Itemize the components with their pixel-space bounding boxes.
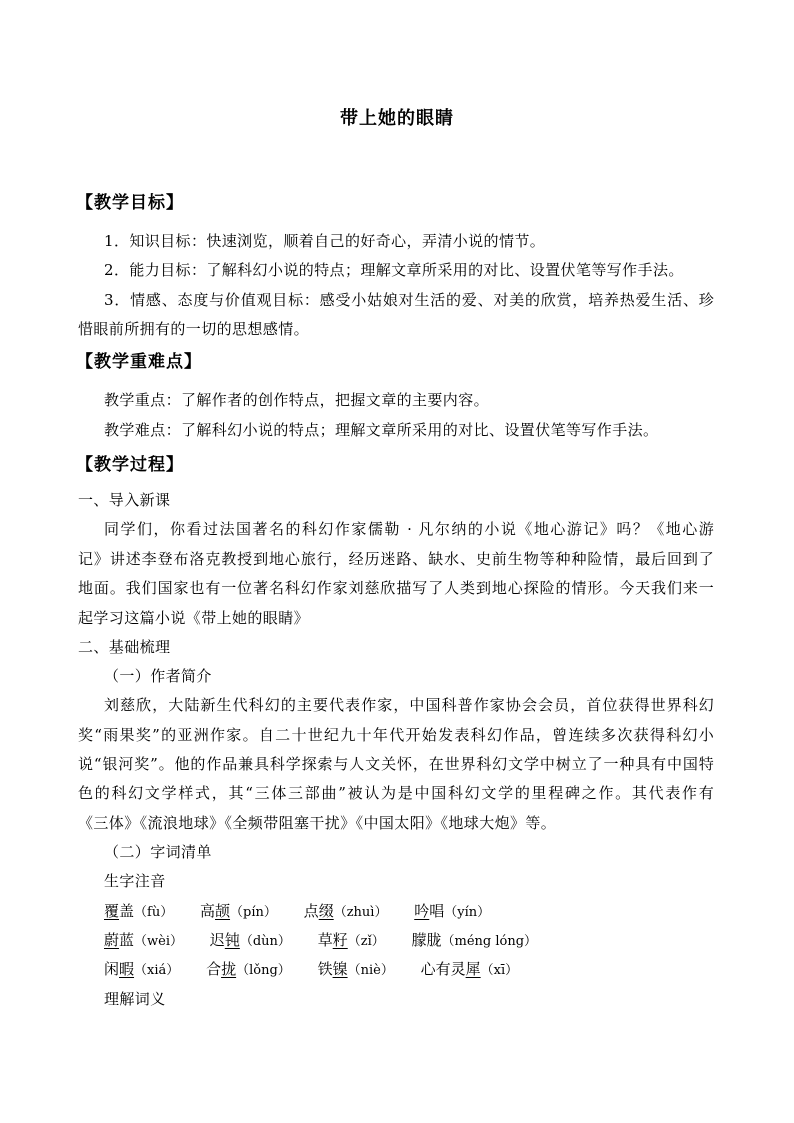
page-title: 带上她的眼睛: [340, 108, 454, 129]
intro-line-2: 记》讲述李登布洛克教授到地心旅行，经历迷路、缺水、史前生物等种种险情，最后回到了: [78, 550, 714, 568]
goal-item-3-cont: 惜眼前所拥有的一切的思想感情。: [78, 320, 310, 338]
part1-title: 一、导入新课: [78, 491, 171, 509]
process-heading: 【教学过程】: [76, 455, 184, 475]
intro-line-1: 同学们，你看过法国著名的科幻作家儒勒 · 凡尔纳的小说《地心游记》吗？《地心游: [104, 520, 714, 538]
author-line-1: 刘慈欣，大陆新生代科幻的主要代表作家，中国科普作家协会会员，首位获得世界科幻: [104, 696, 714, 714]
author-line-3: 说“银河奖”。他的作品兼具科学探索与人文关怀，在世界科幻文学中树立了一种具有中国特: [78, 755, 714, 773]
word-item: 蔚蓝（wèi）: [104, 931, 184, 949]
word-item: 合拢（lǒng）: [206, 960, 291, 978]
goal-item-3: 3．情感、态度与价值观目标：感受小姑娘对生活的爱、对美的欣赏，培养热爱生活、珍: [104, 291, 714, 309]
keypoints-heading: 【教学重难点】: [76, 352, 202, 372]
intro-line-4: 起学习这篇小说《带上她的眼睛》: [78, 609, 310, 627]
word-item: 草籽（zǐ）: [317, 931, 385, 949]
word-row-3: [104, 958, 540, 979]
goal-item-1: 1．知识目标：快速浏览，顺着自己的好奇心，弄清小说的情节。: [104, 232, 546, 250]
sub1-title: （一）作者简介: [104, 667, 212, 685]
word-item: 闲暇（xiá）: [104, 960, 180, 978]
pronounce-title: 生字注音: [104, 872, 166, 890]
word-item: 迟钝（dùn）: [209, 931, 291, 949]
word-row-1: [104, 900, 512, 921]
word-row-2: [104, 929, 559, 950]
word-item: 吟唱（yín）: [414, 902, 491, 920]
sub2-title: （二）字词清单: [104, 843, 212, 861]
author-line-5: 《三体》《流浪地球》《全频带阻塞干扰》《中国太阳》《地球大炮》等。: [78, 814, 557, 832]
word-item: 点缀（zhuì）: [303, 902, 388, 920]
author-line-4: 色的科幻文学样式，其“三体三部曲”被认为是中国科幻文学的里程碑之作。其代表作有: [78, 784, 714, 802]
goals-heading: 【教学目标】: [76, 193, 184, 213]
meaning-title: 理解词义: [104, 990, 166, 1008]
key-point: 教学重点：了解作者的创作特点，把握文章的主要内容。: [104, 391, 490, 409]
word-item: 铁镍（niè）: [317, 960, 394, 978]
word-item: 覆盖（fù）: [104, 902, 174, 920]
part2-title: 二、基础梳理: [78, 638, 171, 656]
author-line-2: 奖“雨果奖”的亚洲作家。自二十世纪九十年代开始发表科幻作品，曾连续多次获得科幻小: [78, 726, 714, 744]
goal-item-2: 2．能力目标：了解科幻小说的特点；理解文章所采用的对比、设置伏笔等写作手法。: [104, 261, 684, 279]
word-item: 朦胧（méng lóng）: [411, 931, 538, 949]
word-item: 高颉（pín）: [200, 902, 277, 920]
word-item: 心有灵犀（xī）: [420, 960, 519, 978]
difficult-point: 教学难点：了解科幻小说的特点；理解文章所采用的对比、设置伏笔等写作手法。: [104, 421, 659, 439]
intro-line-3: 地面。我们国家也有一位著名科幻作家刘慈欣描写了人类到地心探险的情形。今天我们来一: [78, 579, 714, 597]
